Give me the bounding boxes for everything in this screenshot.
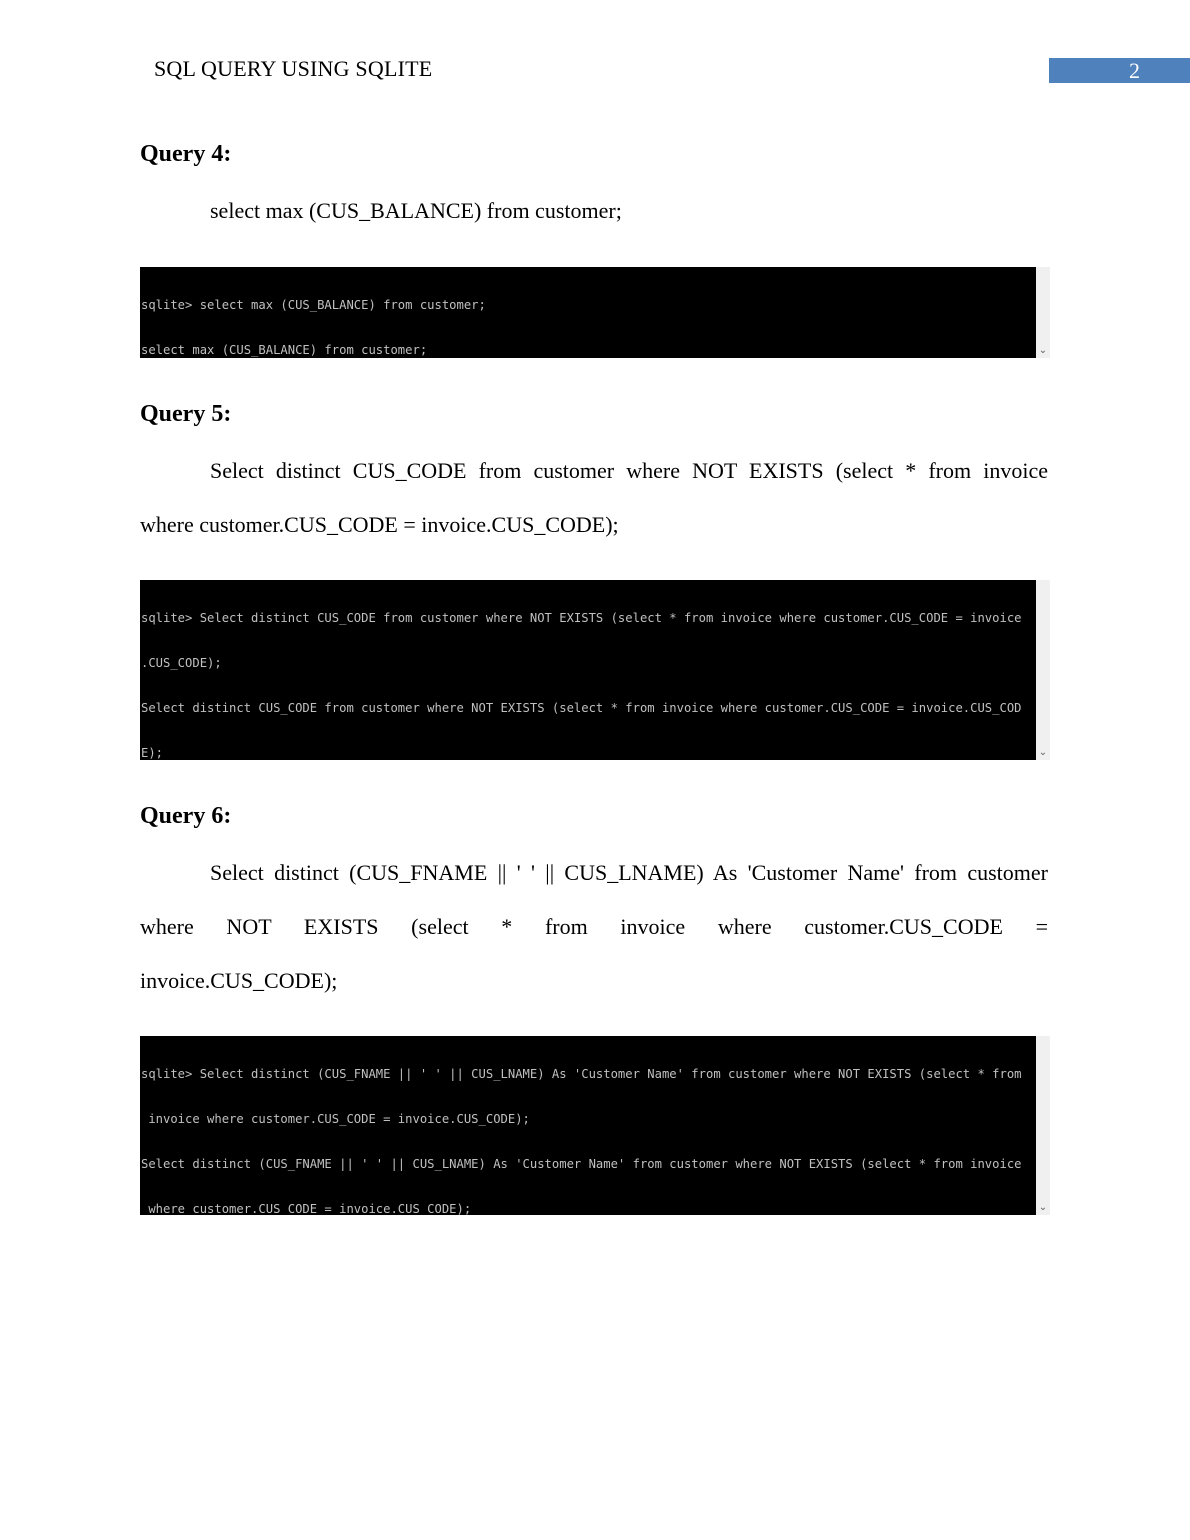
- page-number: 2: [1129, 58, 1140, 83]
- page-number-box: [1049, 58, 1190, 83]
- query-6-terminal-screenshot: [140, 1036, 1050, 1215]
- query-6-statement-line-2: where NOT EXISTS (select * from invoice where customer.CUS_CODE =: [140, 914, 1048, 939]
- terminal-scrollbar[interactable]: [1036, 267, 1050, 358]
- terminal-line: invoice where customer.CUS_CODE = invoice.CUS_CODE);: [141, 1112, 530, 1126]
- terminal-scrollbar[interactable]: [1036, 1036, 1050, 1215]
- query-6-statement-line-3: invoice.CUS_CODE);: [140, 968, 338, 993]
- terminal-line: select max (CUS_BALANCE) from customer;: [141, 343, 428, 357]
- query-4-terminal-output: [140, 267, 1036, 358]
- terminal-line: E);: [141, 746, 164, 760]
- query-6-terminal-output: [140, 1036, 1036, 1215]
- query-5-terminal-screenshot: [140, 580, 1050, 760]
- terminal-line: sqlite> Select distinct (CUS_FNAME || ' ' || CUS_LNAME) As 'Customer Name' from customer where NOT EXISTS (select * from: [141, 1067, 1022, 1081]
- query-5-terminal-output: [140, 580, 1036, 760]
- query-5-heading: Query 5:: [140, 401, 232, 427]
- query-5-statement-line-2: where customer.CUS_CODE = invoice.CUS_CODE);: [140, 512, 619, 537]
- query-4-statement: [140, 184, 1048, 238]
- terminal-line: sqlite> Select distinct CUS_CODE from customer where NOT EXISTS (select * from invoice where customer.CUS_CODE = invoice: [141, 611, 1022, 625]
- chevron-down-icon[interactable]: ⌄: [1038, 345, 1048, 356]
- terminal-scrollbar[interactable]: [1036, 580, 1050, 760]
- query-4-statement-text: select max (CUS_BALANCE) from customer;: [210, 198, 622, 223]
- query-4-heading: Query 4:: [140, 141, 232, 167]
- terminal-line: sqlite> select max (CUS_BALANCE) from customer;: [141, 298, 486, 312]
- terminal-line: Select distinct (CUS_FNAME || ' ' || CUS_LNAME) As 'Customer Name' from customer where NOT EXISTS (select * from invoice: [141, 1157, 1022, 1171]
- chevron-down-icon[interactable]: ⌄: [1038, 747, 1048, 758]
- terminal-line: .CUS_CODE);: [141, 656, 222, 670]
- query-6-statement-line-1: Select distinct (CUS_FNAME || ' ' || CUS_LNAME) As 'Customer Name' from customer: [210, 860, 1048, 885]
- query-6-statement: [140, 846, 1048, 1008]
- query-5-statement-line-1: Select distinct CUS_CODE from customer where NOT EXISTS (select * from invoice: [210, 458, 1048, 483]
- running-header-title: SQL QUERY USING SQLITE: [154, 56, 433, 81]
- query-6-heading: Query 6:: [140, 803, 232, 829]
- query-4-terminal-screenshot: [140, 267, 1050, 358]
- query-5-statement: [140, 444, 1048, 552]
- terminal-line: Select distinct CUS_CODE from customer where NOT EXISTS (select * from invoice where customer.CUS_CODE = invoice.CUS_COD: [141, 701, 1022, 715]
- terminal-line: where customer.CUS_CODE = invoice.CUS_CODE);: [141, 1202, 472, 1215]
- chevron-down-icon[interactable]: ⌄: [1038, 1202, 1048, 1213]
